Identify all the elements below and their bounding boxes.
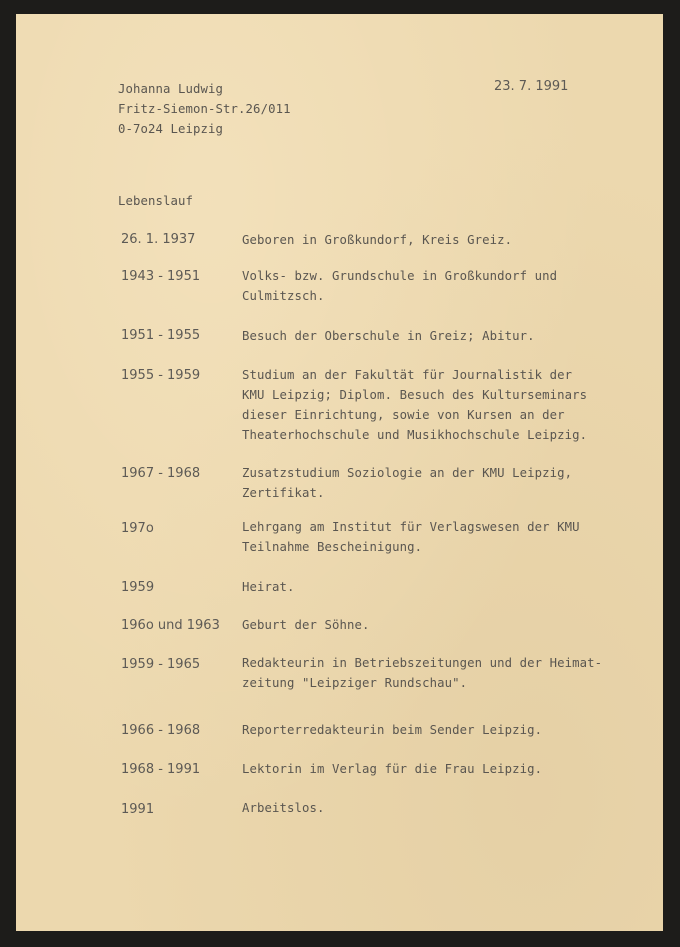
sender-name: Johanna Ludwig — [118, 82, 224, 96]
cv-entry-date: 1991 — [121, 802, 155, 817]
document-title: Lebenslauf — [118, 194, 194, 208]
cv-entry-description: Besuch der Oberschule in Greiz; Abitur. — [242, 329, 535, 343]
cv-entry-description: Arbeitslos. — [242, 801, 325, 815]
sender-street: Fritz-Siemon-Str.26/011 — [118, 102, 291, 116]
cv-entry-description: Reporterredakteurin beim Sender Leipzig. — [242, 723, 543, 737]
cv-entry-description: Volks- bzw. Grundschule in Großkundorf und Culmitzsch. — [242, 269, 558, 303]
document-date: 23. 7. 1991 — [494, 79, 569, 94]
sender-city: 0-7o24 Leipzig — [118, 122, 224, 136]
cv-entry-description: Redakteurin in Betriebszeitungen und der Heimat- zeitung "Leipziger Rundschau". — [242, 656, 603, 690]
cv-entry-date: 1966 - 1968 — [121, 723, 201, 738]
cv-entry-date: 1959 — [121, 580, 155, 595]
cv-entry-date: 1943 - 1951 — [121, 269, 201, 284]
cv-entry-date: 1951 - 1955 — [121, 328, 201, 343]
cv-entry-date: 26. 1. 1937 — [121, 232, 196, 247]
cv-entry-description: Lehrgang am Institut für Verlagswesen der KMU Teilnahme Bescheinigung. — [242, 520, 580, 554]
cv-entry-description: Geburt der Söhne. — [242, 618, 370, 632]
cv-entry-date: 1955 - 1959 — [121, 368, 201, 383]
cv-entry-description: Heirat. — [242, 580, 295, 594]
cv-entry-description: Studium an der Fakultät für Journalistik der KMU Leipzig; Diplom. Besuch des Kulturseminars dieser Einrichtung, sowie von Kursen an der Theaterhochschule und Musikhochschule Leipzig. — [242, 368, 588, 442]
cv-entry-description: Zusatzstudium Soziologie an der KMU Leipzig, Zertifikat. — [242, 466, 573, 500]
cv-entry-description: Geboren in Großkundorf, Kreis Greiz. — [242, 233, 513, 247]
cv-entry-date: 1959 - 1965 — [121, 657, 201, 672]
cv-entry-date: 197o — [121, 521, 154, 536]
cv-entry-description: Lektorin im Verlag für die Frau Leipzig. — [242, 762, 543, 776]
cv-entry-date: 1967 - 1968 — [121, 466, 201, 481]
cv-entry-date: 196o und 1963 — [121, 618, 220, 633]
cv-entry-date: 1968 - 1991 — [121, 762, 201, 777]
